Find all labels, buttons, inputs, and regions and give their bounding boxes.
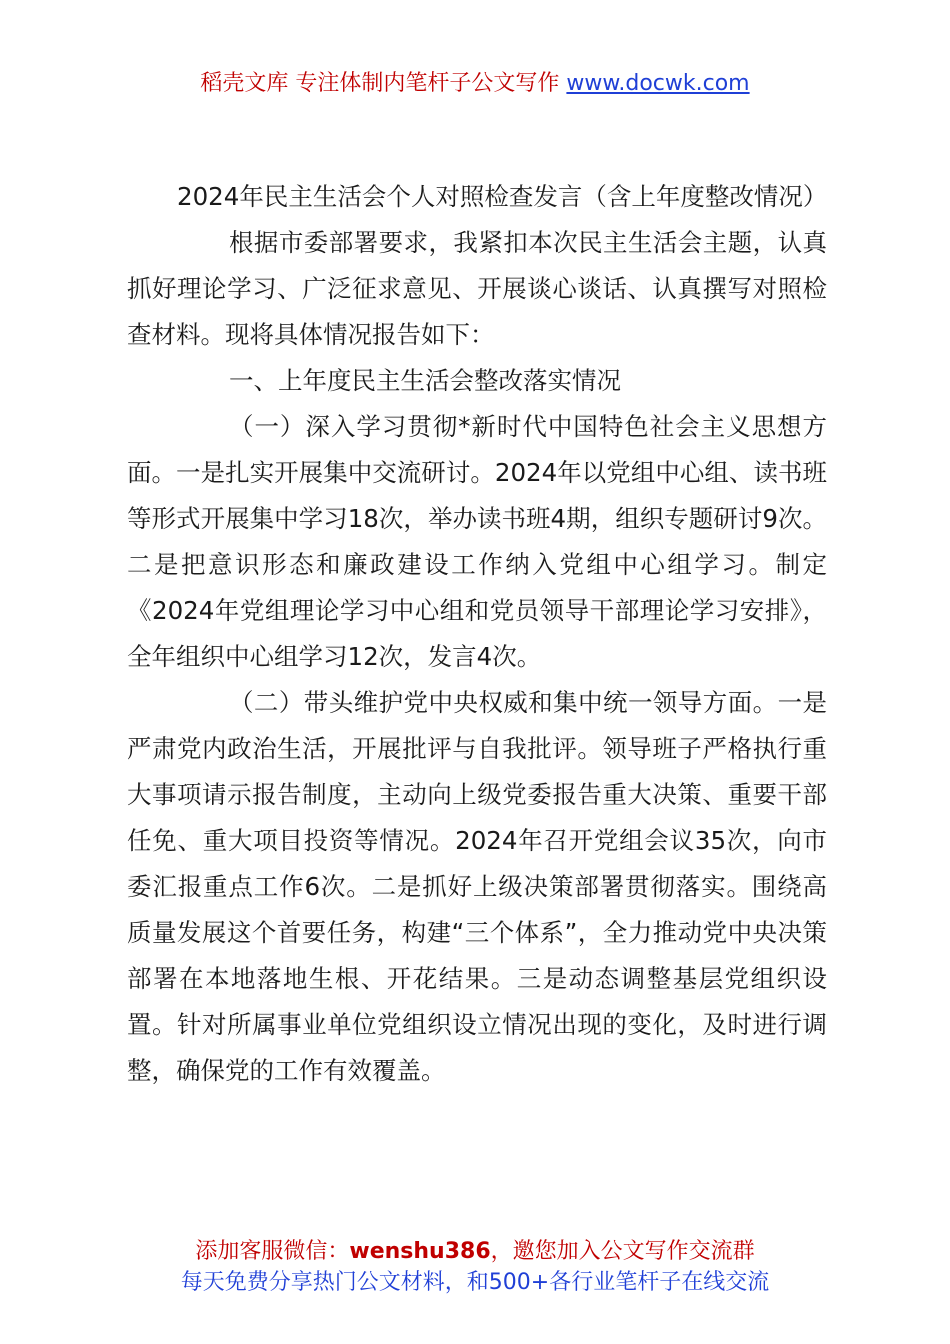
- footer-prefix: 添加客服微信：: [195, 1239, 350, 1264]
- paragraph-theory-study: （一）深入学习贯彻*新时代中国特色社会主义思想方面。一是扎实开展集中交流研讨。2024年以党组中心组、读书班等形式开展集中学习18次，举办读书班4期，组织专题研讨9次。二是把意识形态和廉政建设工作纳入党组中心组学习。制定《2024年党组理论学习中心组和党员领导干部理论学习安排》，全年组织中心组学习12次，发言4次。: [127, 412, 827, 671]
- wechat-id: wenshu386: [349, 1239, 491, 1264]
- footer-contact-line: [0, 1236, 950, 1267]
- intro-paragraph: 根据市委部署要求，我紧扣本次民主生活会主题，认真抓好理论学习、广泛征求意见、开展谈心谈话、认真撰写对照检查材料。现将具体情况报告如下：: [127, 228, 827, 349]
- header-url-link[interactable]: www.docwk.com: [566, 71, 750, 96]
- watermark-header: [0, 68, 950, 100]
- header-brand-text: 稻壳文库 专注体制内笔杆子公文写作: [200, 71, 560, 96]
- document-body: [127, 174, 827, 1094]
- document-title: 2024年民主生活会个人对照检查发言（含上年度整改情况）: [177, 182, 828, 211]
- paragraph-central-authority: （二）带头维护党中央权威和集中统一领导方面。一是严肃党内政治生活，开展批评与自我批评。领导班子严格执行重大事项请示报告制度，主动向上级党委报告重大决策、重要干部任免、重大项目投资等情况。2024年召开党组会议35次，向市委汇报重点工作6次。二是抓好上级决策部署贯彻落实。围绕高质量发展这个首要任务，构建“三个体系”，全力推动党中央决策部署在本地落地生根、开花结果。三是动态调整基层党组织设置。针对所属事业单位党组织设立情况出现的变化，及时进行调整，确保党的工作有效覆盖。: [127, 688, 827, 1085]
- footer-suffix: ，邀您加入公文写作交流群: [490, 1239, 755, 1264]
- promo-footer: [0, 1236, 950, 1298]
- footer-promo-line: 每天免费分享热门公文材料，和500+各行业笔杆子在线交流: [180, 1270, 770, 1295]
- section-heading: 一、上年度民主生活会整改落实情况: [229, 366, 621, 395]
